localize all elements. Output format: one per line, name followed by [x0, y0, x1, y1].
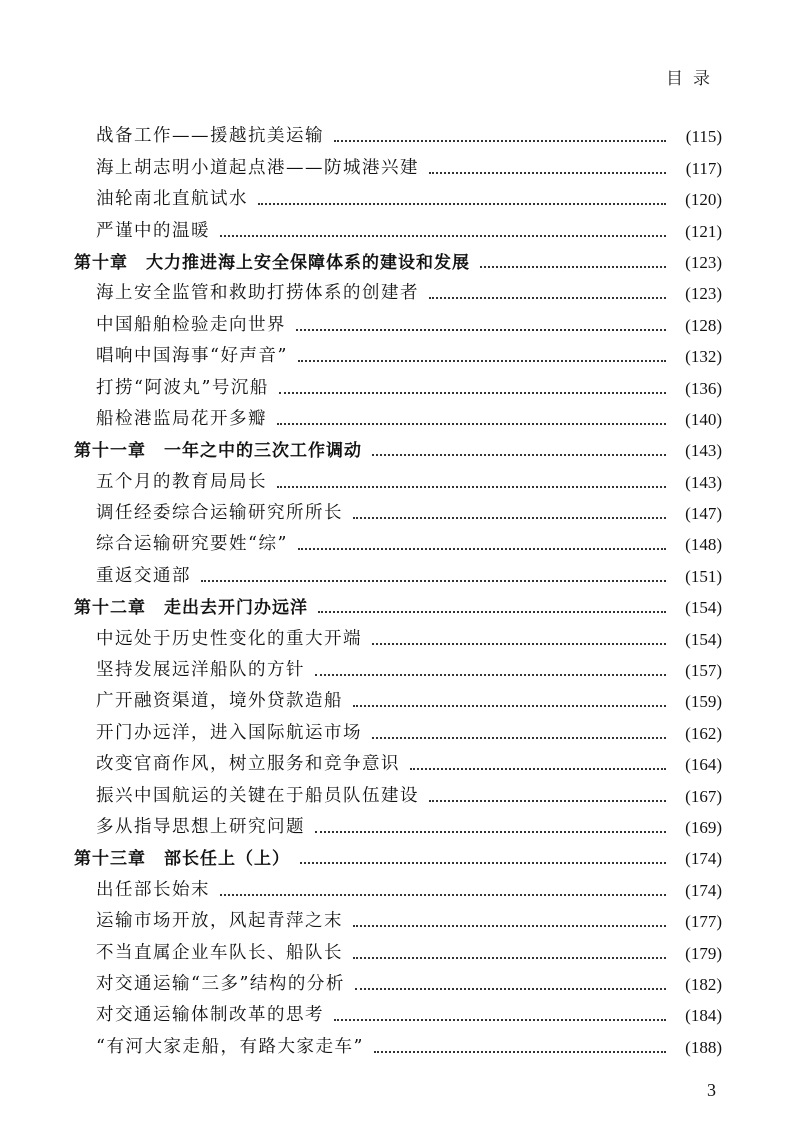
dot-leader — [300, 862, 666, 864]
toc-section-entry — [74, 336, 722, 367]
toc-chapter-entry — [74, 587, 722, 618]
dot-leader — [429, 172, 666, 174]
toc-entry-title: 唱响中国海事“好声音” — [96, 346, 288, 367]
toc-section-entry — [74, 650, 722, 681]
toc-entry-page: (169) — [685, 817, 722, 837]
dot-leader — [220, 894, 666, 896]
dot-leader — [353, 957, 666, 959]
toc-entry-page: (159) — [685, 692, 722, 712]
toc-section-entry — [74, 273, 722, 304]
toc-section-entry — [74, 681, 722, 712]
toc-entry-title: 中远处于历史性变化的重大开端 — [96, 628, 362, 649]
dot-leader — [372, 737, 666, 739]
toc-entry-page: (162) — [685, 723, 722, 743]
dot-leader — [277, 486, 666, 488]
toc-entry-page: (188) — [685, 1037, 722, 1057]
toc-section-entry — [74, 995, 722, 1026]
toc-entry-page: (174) — [685, 849, 722, 869]
toc-entry-page: (117) — [685, 158, 722, 178]
toc-section-entry — [74, 712, 722, 743]
toc-entry-title: 对交通运输“三多”结构的分析 — [96, 973, 345, 994]
toc-section-entry — [74, 964, 722, 995]
toc-entry-page: (151) — [685, 566, 722, 586]
toc-entry-page: (184) — [685, 1006, 722, 1026]
dot-leader — [220, 235, 666, 237]
toc-entry-page: (179) — [685, 943, 722, 963]
toc-section-entry — [74, 399, 722, 430]
toc-section-entry — [74, 210, 722, 241]
toc-section-entry — [74, 116, 722, 147]
dot-leader — [353, 517, 666, 519]
toc-section-entry — [74, 493, 722, 524]
toc-chapter-entry — [74, 838, 722, 869]
toc-section-entry — [74, 901, 722, 932]
toc-chapter-entry — [74, 430, 722, 461]
toc-entry-title: 重返交通部 — [96, 565, 191, 586]
running-header: 目录 — [666, 69, 720, 89]
toc-entry-title: 多从指导思想上研究问题 — [96, 816, 305, 837]
toc-entry-title: “有河大家走船，有路大家走车” — [96, 1036, 364, 1057]
dot-leader — [372, 454, 666, 456]
toc-entry-title: 战备工作——援越抗美运输 — [96, 126, 324, 147]
toc-entry-page: (143) — [685, 472, 722, 492]
toc-entry-title: 调任经委综合运输研究所所长 — [96, 503, 343, 524]
toc-entry-title: 中国船舶检验走向世界 — [96, 314, 286, 335]
dot-leader — [277, 423, 666, 425]
toc-entry-title: 振兴中国航运的关键在于船员队伍建设 — [96, 785, 419, 806]
dot-leader — [315, 674, 666, 676]
dot-leader — [429, 297, 666, 299]
toc-section-entry — [74, 524, 722, 555]
toc-entry-page: (123) — [685, 252, 722, 272]
toc-entry-title: 五个月的教育局局长 — [96, 471, 267, 492]
dot-leader — [480, 266, 666, 268]
toc-section-entry — [74, 179, 722, 210]
dot-leader — [296, 329, 666, 331]
toc-section-entry — [74, 775, 722, 806]
dot-leader — [429, 800, 666, 802]
toc-entry-title: 打捞“阿波丸”号沉船 — [96, 377, 269, 398]
dot-leader — [315, 831, 666, 833]
toc-entry-title: 坚持发展远洋船队的方针 — [96, 660, 305, 681]
dot-leader — [298, 548, 666, 550]
toc-section-entry — [74, 744, 722, 775]
toc-entry-title: 出任部长始末 — [96, 879, 210, 900]
toc-section-entry — [74, 1026, 722, 1057]
toc-entry-title: 广开融资渠道，境外贷款造船 — [96, 691, 343, 712]
toc-entry-title: 油轮南北直航试水 — [96, 189, 248, 210]
toc-chapter-entry — [74, 242, 722, 273]
dot-leader — [279, 392, 666, 394]
toc-entry-title: 改变官商作风，树立服务和竞争意识 — [96, 754, 400, 775]
toc-entry-page: (182) — [685, 974, 722, 994]
toc-entry-page: (128) — [685, 315, 722, 335]
dot-leader — [355, 988, 666, 990]
toc-entry-page: (120) — [685, 190, 722, 210]
toc-entry-page: (143) — [685, 441, 722, 461]
toc-entry-title: 第十章 大力推进海上安全保障体系的建设和发展 — [74, 252, 470, 273]
toc-section-entry — [74, 932, 722, 963]
toc-entry-page: (115) — [685, 127, 722, 147]
dot-leader — [353, 925, 666, 927]
toc-section-entry — [74, 869, 722, 900]
toc-entry-page: (154) — [685, 629, 722, 649]
dot-leader — [353, 705, 666, 707]
toc-entry-page: (136) — [685, 378, 722, 398]
dot-leader — [318, 611, 666, 613]
toc-section-entry — [74, 367, 722, 398]
toc-entry-page: (167) — [685, 786, 722, 806]
dot-leader — [372, 643, 666, 645]
toc-entry-title: 综合运输研究要姓“综” — [96, 534, 288, 555]
toc-entry-page: (177) — [685, 912, 722, 932]
dot-leader — [201, 580, 666, 582]
toc-entry-title: 对交通运输体制改革的思考 — [96, 1005, 324, 1026]
toc-entry-title: 运输市场开放，风起青萍之末 — [96, 911, 343, 932]
dot-leader — [334, 1019, 666, 1021]
toc-entry-title: 第十一章 一年之中的三次工作调动 — [74, 441, 362, 462]
dot-leader — [334, 140, 666, 142]
toc-section-entry — [74, 807, 722, 838]
toc-entry-title: 开门办远洋，进入国际航运市场 — [96, 722, 362, 743]
page-number: 3 — [707, 1080, 716, 1100]
toc-entry-title: 不当直属企业车队长、船队长 — [96, 942, 343, 963]
toc-entry-page: (148) — [685, 535, 722, 555]
toc-entry-page: (157) — [685, 661, 722, 681]
toc-entry-page: (174) — [685, 880, 722, 900]
toc-entry-title: 严谨中的温暖 — [96, 220, 210, 241]
toc-entry-title: 海上胡志明小道起点港——防城港兴建 — [96, 157, 419, 178]
dot-leader — [258, 203, 666, 205]
toc-entry-title: 第十三章 部长任上（上） — [74, 849, 290, 870]
toc-section-entry — [74, 147, 722, 178]
toc-section-entry — [74, 555, 722, 586]
dot-leader — [374, 1051, 666, 1053]
dot-leader — [410, 768, 666, 770]
toc-entry-title: 海上安全监管和救助打捞体系的创建者 — [96, 283, 419, 304]
toc-section-entry — [74, 461, 722, 492]
toc-entry-title: 船检港监局花开多瓣 — [96, 408, 267, 429]
table-of-contents — [74, 116, 722, 1058]
toc-entry-title: 第十二章 走出去开门办远洋 — [74, 598, 308, 619]
toc-entry-page: (132) — [685, 347, 722, 367]
toc-entry-page: (121) — [685, 221, 722, 241]
toc-entry-page: (164) — [685, 755, 722, 775]
toc-entry-page: (123) — [685, 284, 722, 304]
toc-section-entry — [74, 304, 722, 335]
toc-entry-page: (147) — [685, 504, 722, 524]
toc-entry-page: (154) — [685, 598, 722, 618]
toc-entry-page: (140) — [685, 409, 722, 429]
toc-section-entry — [74, 618, 722, 649]
dot-leader — [298, 360, 666, 362]
